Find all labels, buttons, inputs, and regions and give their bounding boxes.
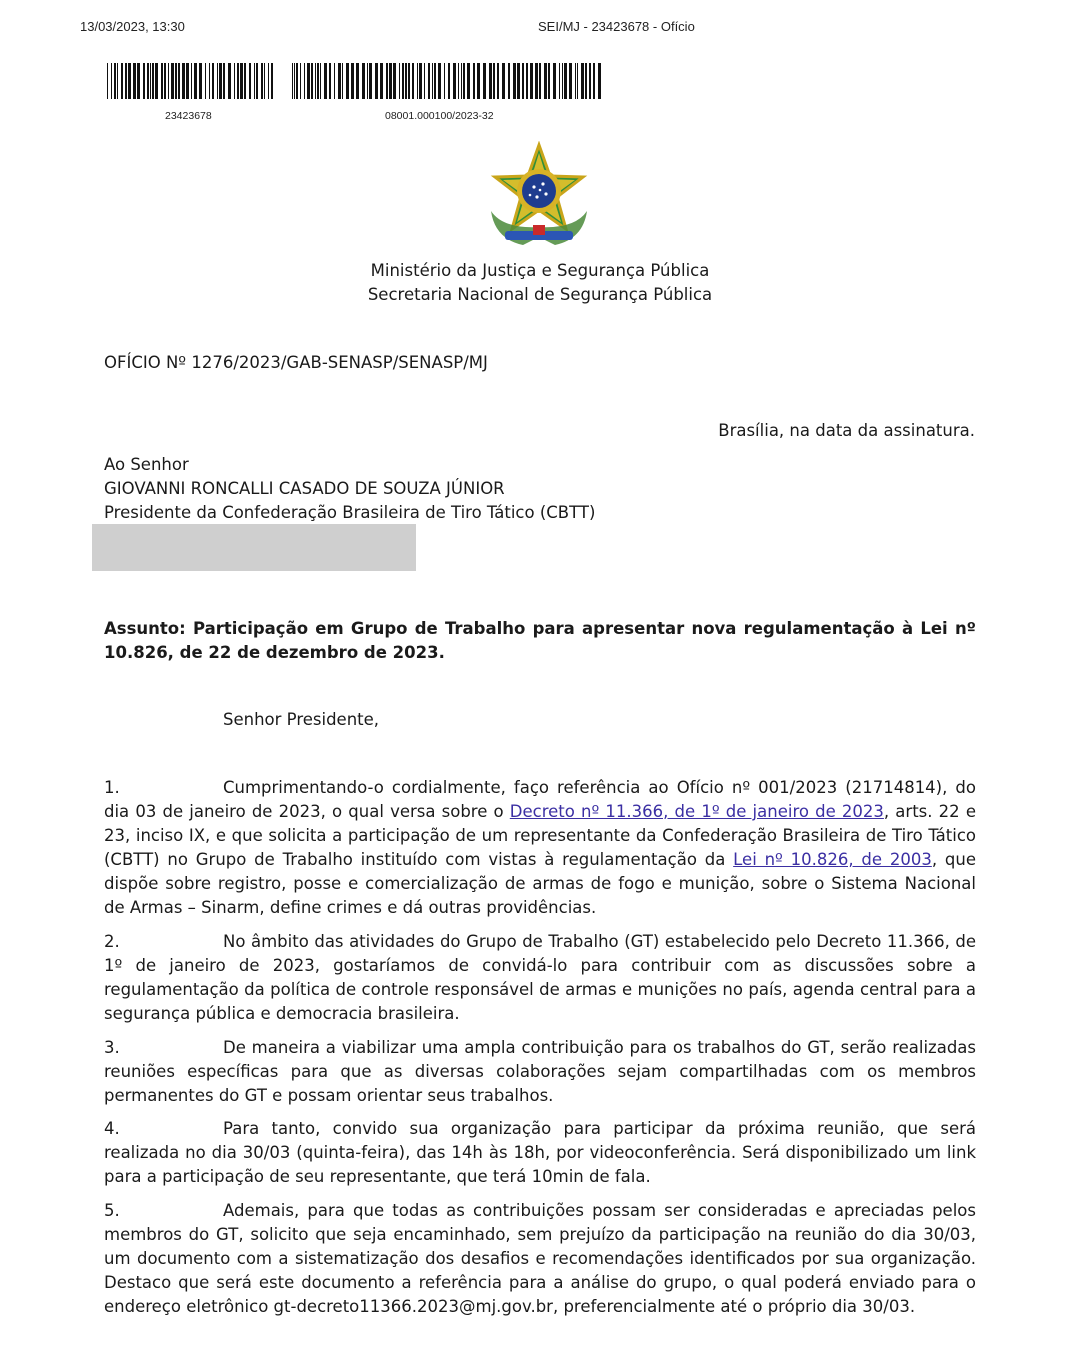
secretariat-name: Secretaria Nacional de Segurança Pública (367, 285, 713, 304)
ministry-name: Ministério da Justiça e Segurança Pública (370, 261, 710, 280)
brazil-coat-of-arms-icon (483, 141, 595, 251)
paragraph-number: 1. (104, 778, 120, 797)
barcode-document-id-number: 23423678 (165, 110, 212, 122)
place-date: Brasília, na data da assinatura. (718, 421, 975, 440)
addressee-title: Presidente da Confederação Brasileira de Tiro Tático (CBTT) (104, 503, 596, 522)
paragraph-5 (104, 1199, 976, 1319)
barcode-document-id (107, 63, 273, 99)
paragraph-3 (104, 1036, 976, 1108)
paragraph-number: 3. (104, 1038, 120, 1057)
paragraph-text: , arts. 22 e 23, inciso IX, e que solicita a participação de um representante da Confederação Brasileira de Tiro Tático (CBTT) no Grupo de Trabalho instituído com vistas à regulamentação da (104, 802, 976, 869)
addressee-salutation: Ao Senhor (104, 455, 189, 474)
barcode-process-number (292, 63, 604, 99)
addressee-name: GIOVANNI RONCALLI CASADO DE SOUZA JÚNIOR (104, 479, 505, 498)
print-datetime: 13/03/2023, 13:30 (80, 19, 185, 34)
decree-link[interactable]: Decreto nº 11.366, de 1º de janeiro de 2023 (509, 802, 884, 821)
paragraph-text: No âmbito das atividades do Grupo de Trabalho (GT) estabelecido pelo Decreto 11.366, de 1º de janeiro de 2023, gostaríamos de convidá-lo para contribuir com as discussões sobre a regulamentação da política de controle responsável de armas e munições no país, agenda central para a segurança pública e democracia brasileira. (104, 932, 976, 1023)
paragraph-4 (104, 1117, 976, 1189)
redacted-address-block (92, 524, 416, 571)
paragraph-number: 2. (104, 932, 120, 951)
paragraph-text: Cumprimentando-o cordialmente, faço referência ao Ofício nº 001/2023 (21714814), do dia 03 de janeiro de 2023, o qual versa sobre o (104, 778, 976, 821)
paragraph-1 (104, 776, 976, 920)
document-reference: SEI/MJ - 23423678 - Ofício (538, 19, 695, 34)
paragraph-text: De maneira a viabilizar uma ampla contribuição para os trabalhos do GT, serão realizadas reuniões específicas para que as diversas colaborações sejam compartilhadas com os membros permanentes do GT e possam orientar seus trabalhos. (104, 1038, 976, 1105)
paragraph-2 (104, 930, 976, 1026)
paragraph-text: , que dispõe sobre registro, posse e comercialização de armas de fogo e munição, sobre o Sistema Nacional de Armas – Sinarm, define crimes e dá outras providências. (104, 850, 976, 917)
paragraph-text: Para tanto, convido sua organização para participar da próxima reunião, que será realizada no dia 30/03 (quinta-feira), das 14h às 18h, por videoconferência. Será disponibilizado um link para a participação de seu representante, que terá 10min de fala. (104, 1119, 976, 1186)
paragraph-number: 4. (104, 1119, 120, 1138)
barcode-process-number-text: 08001.000100/2023-32 (385, 110, 494, 122)
greeting: Senhor Presidente, (223, 710, 380, 729)
subject-line: Assunto: Participação em Grupo de Trabalho para apresentar nova regulamentação à Lei nº 10.826, de 22 de dezembro de 2023. (104, 619, 976, 662)
paragraph-text: Ademais, para que todas as contribuições possam ser consideradas e apreciadas pelos membros do GT, solicito que seja encaminhado, sem prejuízo da participação na reunião do dia 30/03, um documento com a sistematização dos desafios e recomendações identificados por sua organização. Destaco que será este documento a referência para a análise do grupo, o qual poderá enviado para o endereço eletrônico gt-decreto11366.2023@mj.gov.br, preferencialmente até o próprio dia 30/03. (104, 1201, 976, 1316)
law-link[interactable]: Lei nº 10.826, de 2003 (733, 850, 932, 869)
paragraph-number: 5. (104, 1201, 120, 1220)
oficio-number: OFÍCIO Nº 1276/2023/GAB-SENASP/SENASP/MJ (104, 353, 488, 372)
